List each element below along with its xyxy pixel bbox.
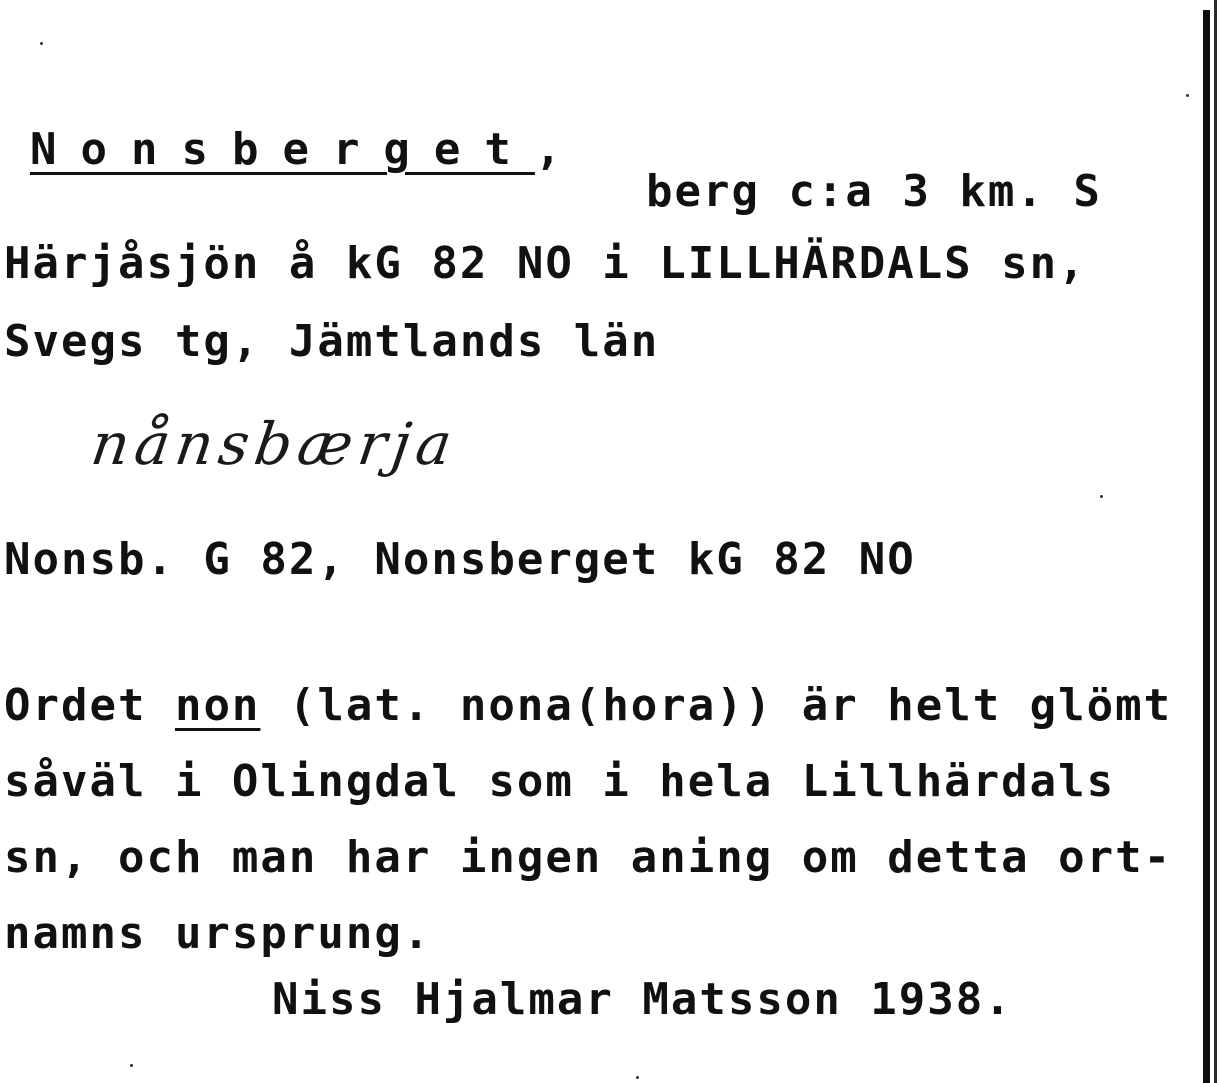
scan-speck (636, 1076, 639, 1079)
note-line-4: namns ursprung. (4, 908, 432, 959)
signature-line: Niss Hjalmar Matsson 1938. (272, 974, 1013, 1025)
district-line: Svegs tg, Jämtlands län (4, 316, 660, 367)
scan-speck (1100, 495, 1103, 498)
place-description: berg c:a 3 km. S (646, 166, 1102, 217)
note-line-2: såväl i Olingdal som i hela Lillhärdals (4, 756, 1116, 807)
scan-speck (1186, 94, 1189, 97)
place-name-heading (30, 124, 562, 175)
heading-comma: , (534, 124, 562, 175)
note-underlined-word: non (174, 680, 261, 731)
card-edge-line (1214, 0, 1217, 1083)
note-line-1 (4, 680, 1173, 731)
location-line: Härjåsjön å kG 82 NO i LILLHÄRDALS sn, (4, 238, 1087, 289)
scan-speck (40, 42, 43, 45)
note-line-1-post: (lat. nona(hora)) är helt glömt (260, 680, 1173, 731)
dialect-pronunciation: nånsbærja (87, 410, 462, 478)
card-edge-shadow (1203, 10, 1210, 1083)
source-references: Nonsb. G 82, Nonsberget kG 82 NO (4, 534, 916, 585)
note-line-3: sn, och man har ingen aning om detta ort- (4, 832, 1173, 883)
place-name: Nonsberget (30, 124, 535, 175)
scan-speck (130, 1064, 133, 1067)
note-line-1-pre: Ordet (4, 680, 175, 731)
